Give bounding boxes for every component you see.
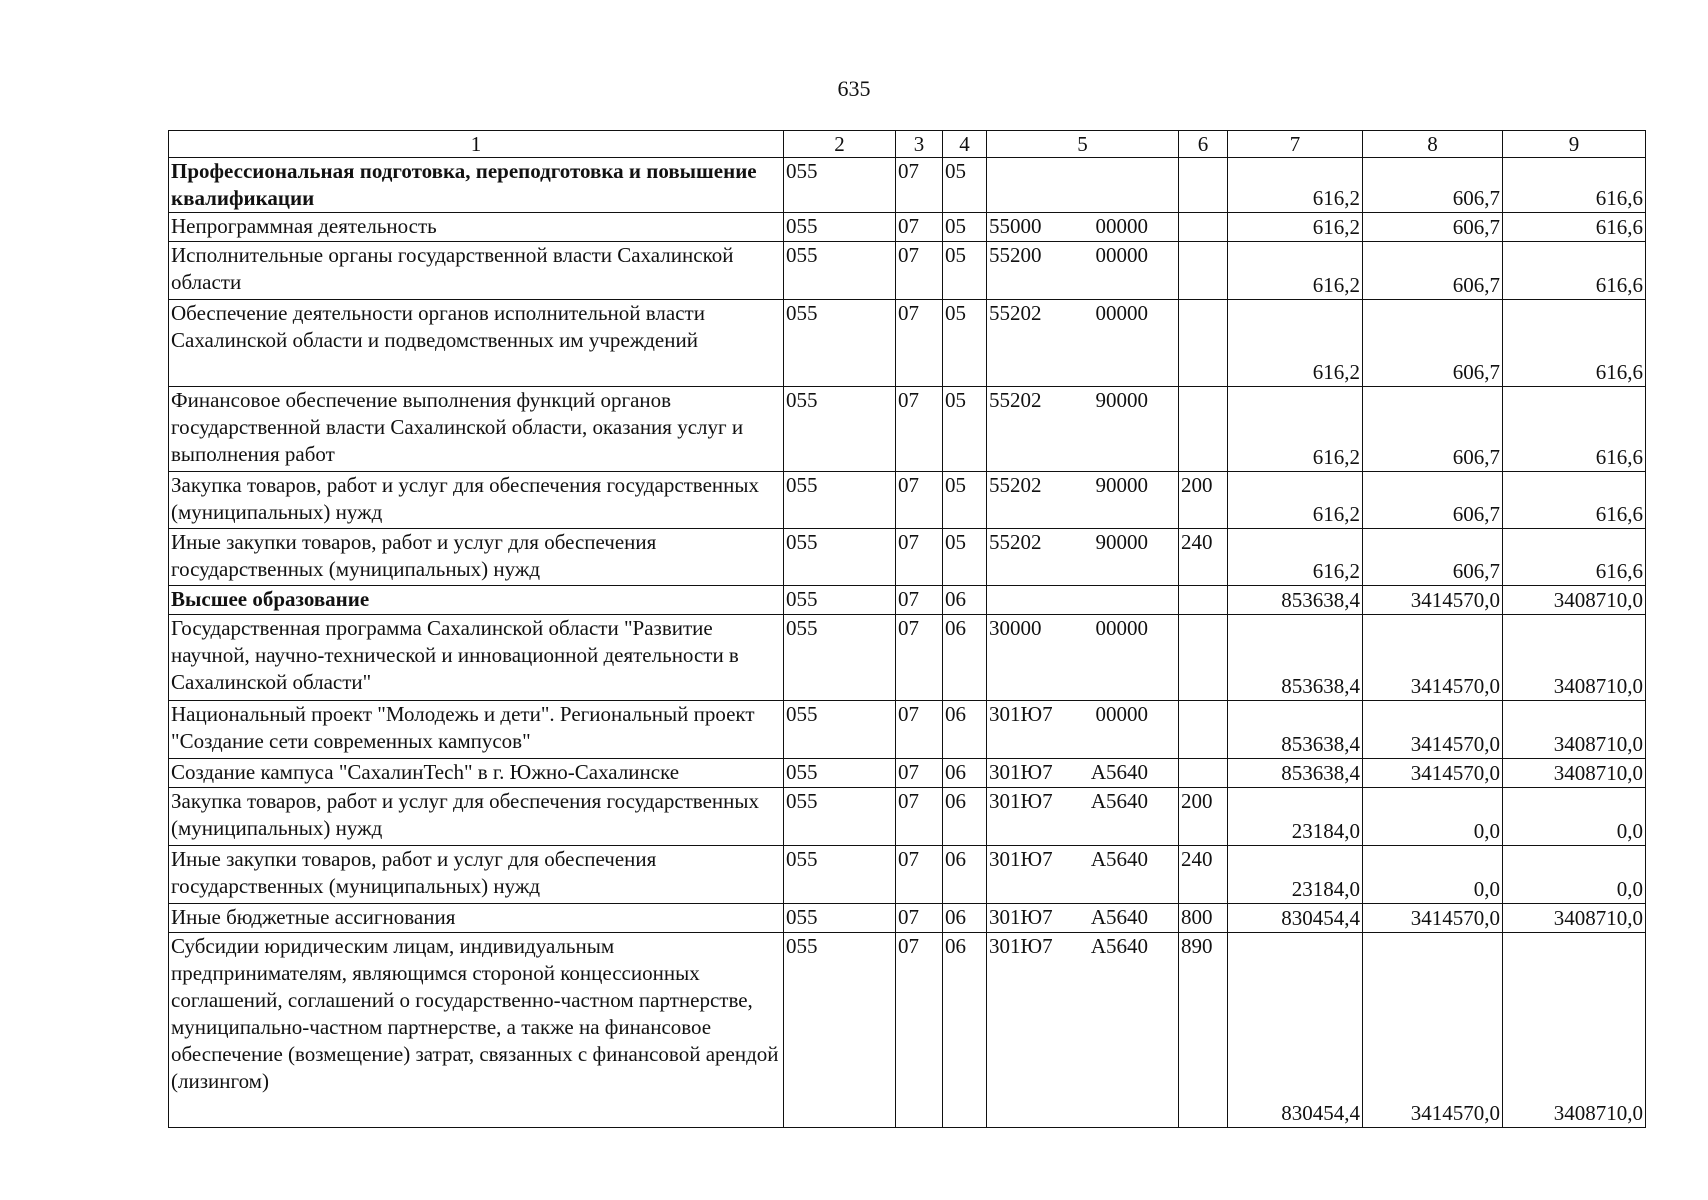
expense-type-code: 240 (1179, 529, 1228, 586)
subsection-code: 05 (943, 158, 987, 213)
target-article-part-2: А5640 (1090, 789, 1148, 813)
col-header-4: 4 (943, 131, 987, 158)
row-name: Непрограммная деятельность (169, 213, 784, 242)
admin-code: 055 (784, 158, 896, 213)
table-row (169, 615, 1646, 701)
amount-col-7: 616,2 (1228, 158, 1363, 213)
col-header-2: 2 (784, 131, 896, 158)
row-name: Государственная программа Сахалинской области "Развитие научной, научно-технической и инновационной деятельности в Сахалинской области" (169, 615, 784, 701)
amount-col-8: 3414570,0 (1363, 615, 1503, 701)
admin-code: 055 (784, 904, 896, 933)
amount-col-8: 3414570,0 (1363, 904, 1503, 933)
target-article-code (987, 529, 1179, 586)
expense-type-code (1179, 701, 1228, 759)
amount-col-7: 23184,0 (1228, 788, 1363, 846)
table-row (169, 472, 1646, 529)
admin-code: 055 (784, 529, 896, 586)
table-row (169, 213, 1646, 242)
target-article-code (987, 615, 1179, 701)
row-name: Финансовое обеспечение выполнения функций органов государственной власти Сахалинской области, оказания услуг и выполнения работ (169, 387, 784, 472)
row-name: Иные закупки товаров, работ и услуг для обеспечения государственных (муниципальных) нужд (169, 846, 784, 904)
target-article-part-1: 55202 (989, 530, 1042, 554)
target-article-part-1: 55202 (989, 301, 1042, 325)
amount-col-7: 853638,4 (1228, 586, 1363, 615)
admin-code: 055 (784, 933, 896, 1128)
amount-col-9: 3408710,0 (1503, 701, 1646, 759)
admin-code: 055 (784, 472, 896, 529)
amount-col-8: 3414570,0 (1363, 586, 1503, 615)
section-code: 07 (896, 472, 943, 529)
amount-col-9: 616,6 (1503, 213, 1646, 242)
table-row (169, 242, 1646, 300)
amount-col-8: 606,7 (1363, 242, 1503, 300)
row-name: Исполнительные органы государственной власти Сахалинской области (169, 242, 784, 300)
expense-type-code: 200 (1179, 472, 1228, 529)
subsection-code: 06 (943, 586, 987, 615)
section-code: 07 (896, 904, 943, 933)
target-article-code (987, 759, 1179, 788)
target-article-part-2: 00000 (1095, 616, 1148, 640)
col-header-1: 1 (169, 131, 784, 158)
amount-col-7: 616,2 (1228, 300, 1363, 387)
amount-col-9: 0,0 (1503, 788, 1646, 846)
subsection-code: 06 (943, 788, 987, 846)
target-article-code (987, 846, 1179, 904)
amount-col-9: 3408710,0 (1503, 615, 1646, 701)
target-article-part-2: 00000 (1095, 301, 1148, 325)
amount-col-7: 616,2 (1228, 242, 1363, 300)
table-row (169, 701, 1646, 759)
amount-col-8: 606,7 (1363, 213, 1503, 242)
target-article-part-2: А5640 (1090, 905, 1148, 929)
table-row (169, 529, 1646, 586)
section-code: 07 (896, 788, 943, 846)
section-code: 07 (896, 242, 943, 300)
amount-col-9: 3408710,0 (1503, 933, 1646, 1128)
col-header-6: 6 (1179, 131, 1228, 158)
amount-col-8: 0,0 (1363, 846, 1503, 904)
amount-col-8: 606,7 (1363, 158, 1503, 213)
target-article-part-1: 301Ю7 (989, 760, 1053, 784)
target-article-code (987, 213, 1179, 242)
amount-col-9: 616,6 (1503, 387, 1646, 472)
column-number-row (169, 131, 1646, 158)
admin-code: 055 (784, 387, 896, 472)
expense-type-code (1179, 615, 1228, 701)
subsection-code: 06 (943, 904, 987, 933)
target-article-part-2: А5640 (1090, 847, 1148, 871)
section-code: 07 (896, 759, 943, 788)
expense-type-code (1179, 242, 1228, 300)
admin-code: 055 (784, 300, 896, 387)
target-article-code (987, 387, 1179, 472)
row-name: Высшее образование (169, 586, 784, 615)
section-code: 07 (896, 933, 943, 1128)
target-article-part-1: 55202 (989, 473, 1042, 497)
admin-code: 055 (784, 242, 896, 300)
amount-col-9: 616,6 (1503, 158, 1646, 213)
target-article-part-1: 55000 (989, 214, 1042, 238)
admin-code: 055 (784, 846, 896, 904)
amount-col-9: 616,6 (1503, 472, 1646, 529)
page-number: 635 (837, 76, 871, 101)
amount-col-7: 23184,0 (1228, 846, 1363, 904)
section-code: 07 (896, 529, 943, 586)
admin-code: 055 (784, 615, 896, 701)
expense-type-code: 200 (1179, 788, 1228, 846)
subsection-code: 05 (943, 213, 987, 242)
amount-col-8: 3414570,0 (1363, 701, 1503, 759)
table-row (169, 586, 1646, 615)
section-code: 07 (896, 300, 943, 387)
subsection-code: 06 (943, 759, 987, 788)
target-article-code (987, 904, 1179, 933)
target-article-part-1: 301Ю7 (989, 847, 1053, 871)
target-article-part-1: 55202 (989, 388, 1042, 412)
admin-code: 055 (784, 213, 896, 242)
col-header-3: 3 (896, 131, 943, 158)
row-name: Закупка товаров, работ и услуг для обеспечения государственных (муниципальных) нужд (169, 788, 784, 846)
col-header-8: 8 (1363, 131, 1503, 158)
target-article-part-1: 30000 (989, 616, 1042, 640)
admin-code: 055 (784, 759, 896, 788)
expense-type-code: 240 (1179, 846, 1228, 904)
subsection-code: 05 (943, 387, 987, 472)
subsection-code: 06 (943, 933, 987, 1128)
section-code: 07 (896, 586, 943, 615)
row-name: Создание кампуса "СахалинTech" в г. Южно-Сахалинске (169, 759, 784, 788)
table-row (169, 846, 1646, 904)
subsection-code: 05 (943, 242, 987, 300)
amount-col-8: 606,7 (1363, 529, 1503, 586)
expense-type-code (1179, 387, 1228, 472)
target-article-part-2: 00000 (1095, 243, 1148, 267)
target-article-code (987, 300, 1179, 387)
section-code: 07 (896, 387, 943, 472)
expense-type-code: 890 (1179, 933, 1228, 1128)
section-code: 07 (896, 615, 943, 701)
target-article-part-2: 00000 (1095, 702, 1148, 726)
row-name: Национальный проект "Молодежь и дети". Региональный проект "Создание сети современных кампусов" (169, 701, 784, 759)
col-header-9: 9 (1503, 131, 1646, 158)
target-article-part-1: 301Ю7 (989, 702, 1053, 726)
amount-col-9: 3408710,0 (1503, 759, 1646, 788)
col-header-7: 7 (1228, 131, 1363, 158)
target-article-code (987, 788, 1179, 846)
target-article-part-1: 301Ю7 (989, 789, 1053, 813)
amount-col-8: 606,7 (1363, 472, 1503, 529)
amount-col-7: 853638,4 (1228, 759, 1363, 788)
section-code: 07 (896, 158, 943, 213)
subsection-code: 06 (943, 701, 987, 759)
target-article-part-1: 301Ю7 (989, 934, 1053, 958)
subsection-code: 06 (943, 615, 987, 701)
target-article-code (987, 158, 1179, 213)
row-name: Иные закупки товаров, работ и услуг для обеспечения государственных (муниципальных) нужд (169, 529, 784, 586)
target-article-part-2: 90000 (1095, 388, 1148, 412)
target-article-part-2: А5640 (1090, 934, 1148, 958)
table-row (169, 788, 1646, 846)
target-article-code (987, 472, 1179, 529)
amount-col-8: 3414570,0 (1363, 933, 1503, 1128)
table-row (169, 158, 1646, 213)
target-article-code (987, 586, 1179, 615)
target-article-part-1: 301Ю7 (989, 905, 1053, 929)
target-article-code (987, 701, 1179, 759)
target-article-part-2: 90000 (1095, 473, 1148, 497)
amount-col-7: 616,2 (1228, 387, 1363, 472)
amount-col-8: 0,0 (1363, 788, 1503, 846)
section-code: 07 (896, 846, 943, 904)
row-name: Профессиональная подготовка, переподготовка и повышение квалификации (169, 158, 784, 213)
expense-type-code (1179, 213, 1228, 242)
section-code: 07 (896, 213, 943, 242)
expense-type-code (1179, 158, 1228, 213)
target-article-code (987, 933, 1179, 1128)
expense-type-code (1179, 759, 1228, 788)
admin-code: 055 (784, 701, 896, 759)
amount-col-9: 616,6 (1503, 529, 1646, 586)
table-row (169, 904, 1646, 933)
amount-col-7: 830454,4 (1228, 933, 1363, 1128)
target-article-part-2: 90000 (1095, 530, 1148, 554)
amount-col-9: 616,6 (1503, 242, 1646, 300)
amount-col-7: 830454,4 (1228, 904, 1363, 933)
subsection-code: 06 (943, 846, 987, 904)
subsection-code: 05 (943, 529, 987, 586)
table-row (169, 933, 1646, 1128)
amount-col-9: 3408710,0 (1503, 904, 1646, 933)
subsection-code: 05 (943, 472, 987, 529)
row-name: Закупка товаров, работ и услуг для обеспечения государственных (муниципальных) нужд (169, 472, 784, 529)
amount-col-8: 3414570,0 (1363, 759, 1503, 788)
expense-type-code (1179, 586, 1228, 615)
amount-col-7: 616,2 (1228, 472, 1363, 529)
amount-col-7: 853638,4 (1228, 615, 1363, 701)
target-article-code (987, 242, 1179, 300)
amount-col-9: 616,6 (1503, 300, 1646, 387)
section-code: 07 (896, 701, 943, 759)
amount-col-8: 606,7 (1363, 387, 1503, 472)
row-name: Субсидии юридическим лицам, индивидуальным предпринимателям, являющимся стороной концессионных соглашений, соглашений о государственно-частном партнерстве, муниципально-частном партнерстве, а также на финансовое обеспечение (возмещение) затрат, связанных с финансовой арендой (лизингом) (169, 933, 784, 1128)
target-article-part-1: 55200 (989, 243, 1042, 267)
target-article-part-2: А5640 (1090, 760, 1148, 784)
col-header-5: 5 (987, 131, 1179, 158)
target-article-part-2: 00000 (1095, 214, 1148, 238)
row-name: Иные бюджетные ассигнования (169, 904, 784, 933)
amount-col-9: 0,0 (1503, 846, 1646, 904)
amount-col-7: 616,2 (1228, 213, 1363, 242)
admin-code: 055 (784, 788, 896, 846)
expense-type-code (1179, 300, 1228, 387)
subsection-code: 05 (943, 300, 987, 387)
table-row (169, 387, 1646, 472)
expense-type-code: 800 (1179, 904, 1228, 933)
amount-col-7: 853638,4 (1228, 701, 1363, 759)
row-name: Обеспечение деятельности органов исполнительной власти Сахалинской области и подведомственных им учреждений (169, 300, 784, 387)
amount-col-8: 606,7 (1363, 300, 1503, 387)
amount-col-7: 616,2 (1228, 529, 1363, 586)
table-row (169, 300, 1646, 387)
amount-col-9: 3408710,0 (1503, 586, 1646, 615)
table-row (169, 759, 1646, 788)
budget-table (168, 130, 1646, 1128)
admin-code: 055 (784, 586, 896, 615)
